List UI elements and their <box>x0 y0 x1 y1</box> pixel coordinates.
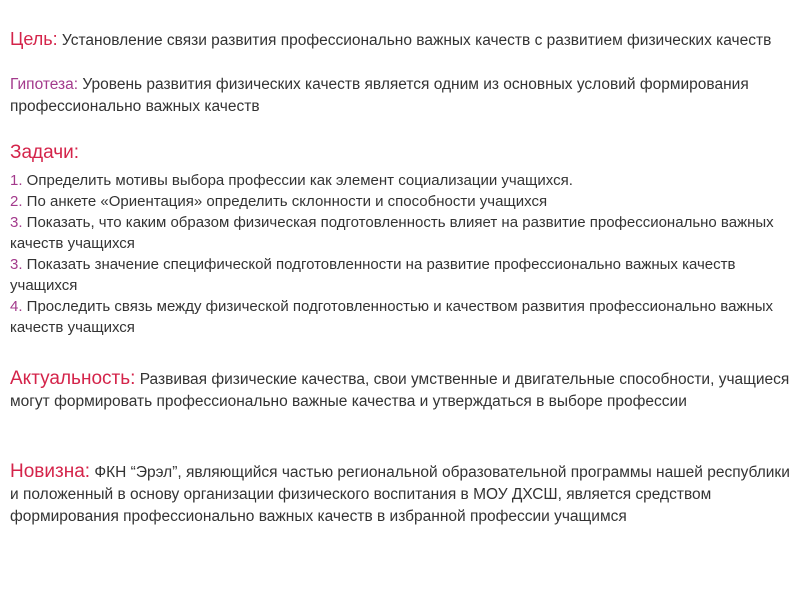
task-item-1 <box>10 170 792 191</box>
relevance-label: Актуальность: <box>10 368 136 389</box>
novelty-label: Новизна: <box>10 461 91 482</box>
task-item-4 <box>10 254 792 296</box>
task-number: 3. <box>10 214 23 231</box>
task-item-5 <box>10 296 792 338</box>
task-text: Определить мотивы выбора профессии как элемент социализации учащихся. <box>22 172 573 189</box>
task-number: 1. <box>10 172 23 189</box>
hypothesis-text: Уровень развития физических качеств является одним из основных условий формирования профессионально важных качеств <box>10 76 749 115</box>
task-item-2 <box>10 191 792 212</box>
hypothesis-label: Гипотеза: <box>10 76 79 93</box>
relevance-text: Развивая физические качества, свои умственные и двигательные способности, учащиеся могут формировать профессионально важные качества и утверждаться в выборе профессии <box>10 371 790 410</box>
task-number: 4. <box>10 298 23 315</box>
goal-block <box>10 28 792 52</box>
relevance-block <box>10 368 792 413</box>
task-text: Проследить связь между физической подготовленностью и качеством развития профессионально важных качеств учащихся <box>10 298 774 336</box>
task-text: Показать значение специфической подготовленности на развитие профессионально важных качеств учащихся <box>10 256 736 294</box>
tasks-title: Задачи: <box>10 142 80 163</box>
hypothesis-block <box>10 74 792 118</box>
task-number: 2. <box>10 193 23 210</box>
task-number: 3. <box>10 256 23 273</box>
goal-label: Цель: <box>10 29 58 49</box>
tasks-list <box>10 170 792 338</box>
novelty-text: ФКН “Эрэл”, являющийся частью региональной образовательной программы нашей республики и положенный в основу организации физического воспитания в МОУ ДХСШ, является средством формирования профессионально важных качеств в избранной профессии учащимся <box>10 464 790 525</box>
novelty-block <box>10 461 792 528</box>
task-text: По анкете «Ориентация» определить склонности и способности учащихся <box>22 193 548 210</box>
goal-text: Установление связи развития профессионально важных качеств с развитием физических качеств <box>57 32 772 49</box>
task-item-3 <box>10 212 792 254</box>
task-text: Показать, что каким образом физическая подготовленность влияет на развитие профессионально важных качеств учащихся <box>10 214 774 252</box>
